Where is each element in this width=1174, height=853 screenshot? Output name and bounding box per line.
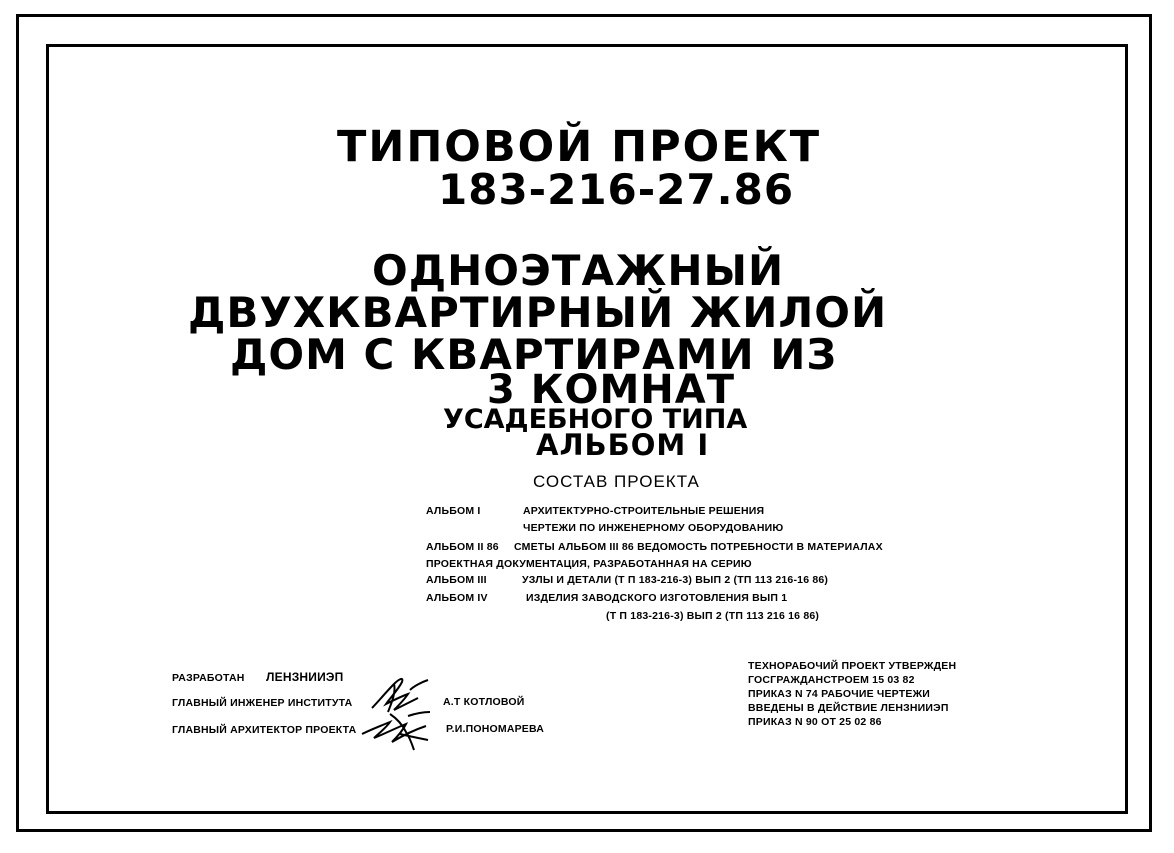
heading-line-2: ДВУХКВАРТИРНЫЙ ЖИЛОЙ <box>188 288 888 337</box>
project-type-title: ТИПОВОЙ ПРОЕКТ <box>337 122 822 172</box>
composition-text: УЗЛЫ И ДЕТАЛИ (Т П 183-216-3) ВЫП 2 (ТП 113 216-16 86) <box>522 574 829 586</box>
composition-label: АЛЬБОМ I <box>426 505 481 517</box>
developer-label: РАЗРАБОТАН <box>172 672 245 684</box>
chief-engineer-name: А.Т КОТЛОВОЙ <box>443 696 525 708</box>
approval-line-1: ТЕХНОРАБОЧИЙ ПРОЕКТ УТВЕРЖДЕН <box>748 660 957 672</box>
composition-text: СМЕТЫ АЛЬБОМ III 86 ВЕДОМОСТЬ ПОТРЕБНОСТИ В МАТЕРИАЛАХ <box>514 541 883 553</box>
composition-text: (Т П 183-216-3) ВЫП 2 (ТП 113 216 16 86) <box>606 610 820 622</box>
composition-text: АРХИТЕКТУРНО-СТРОИТЕЛЬНЫЕ РЕШЕНИЯ <box>523 505 765 517</box>
composition-heading: СОСТАВ ПРОЕКТА <box>533 472 700 491</box>
approval-line-5: ПРИКАЗ N 90 ОТ 25 02 86 <box>748 716 882 728</box>
approval-line-4: ВВЕДЕНЫ В ДЕЙСТВИЕ ЛЕНЗНИИЭП <box>748 702 949 714</box>
chief-architect-name: Р.И.ПОНОМАРЕВА <box>446 723 545 735</box>
composition-text: ЧЕРТЕЖИ ПО ИНЖЕНЕРНОМУ ОБОРУДОВАНИЮ <box>523 522 784 534</box>
architect-signature <box>356 704 440 754</box>
heading-line-3: ДОМ С КВАРТИРАМИ ИЗ <box>230 330 838 379</box>
approval-line-2: ГОСГРАЖДАНСТРОЕМ 15 03 82 <box>748 674 915 686</box>
developer-organization: ЛЕНЗНИИЭП <box>266 670 344 684</box>
composition-label: АЛЬБОМ III <box>426 574 487 586</box>
heading-line-5: УСАДЕБНОГО ТИПА <box>443 404 748 435</box>
composition-text: ПРОЕКТНАЯ ДОКУМЕНТАЦИЯ, РАЗРАБОТАННАЯ НА СЕРИЮ <box>426 558 752 570</box>
composition-label: АЛЬБОМ II 86 <box>426 541 499 553</box>
chief-architect-label: ГЛАВНЫЙ АРХИТЕКТОР ПРОЕКТА <box>172 724 357 736</box>
composition-label: АЛЬБОМ IV <box>426 592 488 604</box>
heading-line-1: ОДНОЭТАЖНЫЙ <box>372 246 785 295</box>
heading-line-4: 3 КОМНАТ <box>487 367 735 413</box>
composition-text: ИЗДЕЛИЯ ЗАВОДСКОГО ИЗГОТОВЛЕНИЯ ВЫП 1 <box>526 592 788 604</box>
chief-engineer-label: ГЛАВНЫЙ ИНЖЕНЕР ИНСТИТУТА <box>172 697 353 709</box>
album-title: АЛЬБОМ I <box>536 428 710 462</box>
approval-line-3: ПРИКАЗ N 74 РАБОЧИЕ ЧЕРТЕЖИ <box>748 688 931 700</box>
project-number: 183-216-27.86 <box>438 165 795 214</box>
